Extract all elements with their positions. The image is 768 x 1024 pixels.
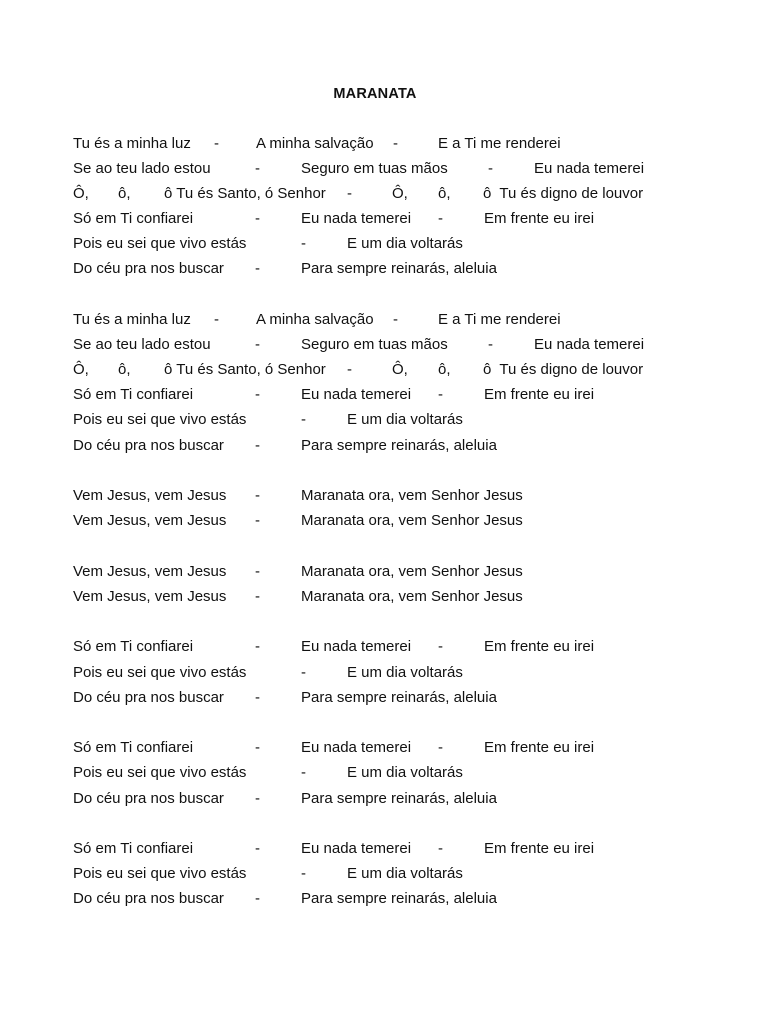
separator: - — [488, 160, 493, 177]
lyric-line — [0, 864, 768, 884]
separator: - — [255, 260, 260, 277]
separator: - — [347, 361, 352, 378]
separator: - — [301, 865, 306, 882]
lyric-phrase: Do céu pra nos buscar — [73, 689, 224, 706]
separator: - — [488, 336, 493, 353]
lyric-line — [0, 587, 768, 607]
lyric-line — [0, 562, 768, 582]
separator: - — [301, 664, 306, 681]
lyric-phrase: A minha salvação — [256, 135, 374, 152]
lyric-phrase: Vem Jesus, vem Jesus — [73, 588, 227, 605]
lyric-phrase: E a Ti me renderei — [438, 135, 561, 152]
separator: - — [438, 386, 443, 403]
lyric-phrase: Eu nada temerei — [301, 210, 412, 227]
lyric-phrase: Para sempre reinarás, aleluia — [301, 260, 497, 277]
lyric-phrase: ô, — [118, 361, 131, 378]
lyric-phrase: Maranata ora, vem Senhor Jesus — [301, 512, 523, 529]
lyric-phrase: A minha salvação — [256, 311, 374, 328]
lyric-phrase: Em frente eu irei — [484, 386, 595, 403]
lyric-phrase: Para sempre reinarás, aleluia — [301, 890, 497, 907]
lyric-line — [0, 889, 768, 909]
lyric-phrase: Só em Ti confiarei — [73, 210, 194, 227]
lyric-phrase: ô Tu és digno de louvor — [483, 185, 644, 202]
lyric-phrase: Ô, — [392, 361, 408, 378]
lyric-phrase: Tu és a minha luz — [73, 311, 191, 328]
lyric-phrase: Se ao teu lado estou — [73, 160, 211, 177]
lyric-phrase: Do céu pra nos buscar — [73, 260, 224, 277]
separator: - — [255, 840, 260, 857]
separator: - — [255, 437, 260, 454]
separator: - — [255, 160, 260, 177]
lyric-phrase: Pois eu sei que vivo estás — [73, 764, 247, 781]
lyric-line — [0, 789, 768, 809]
separator: - — [438, 210, 443, 227]
song-title: MARANATA — [333, 86, 417, 102]
lyric-line — [0, 335, 768, 355]
lyric-phrase: ô Tu és Santo, ó Senhor — [164, 185, 326, 202]
lyric-phrase: Para sempre reinarás, aleluia — [301, 437, 497, 454]
lyric-phrase: Se ao teu lado estou — [73, 336, 211, 353]
lyric-phrase: Pois eu sei que vivo estás — [73, 411, 247, 428]
lyric-line — [0, 839, 768, 859]
lyric-phrase: Vem Jesus, vem Jesus — [73, 563, 227, 580]
lyric-phrase: Eu nada temerei — [301, 840, 412, 857]
lyric-phrase: Maranata ora, vem Senhor Jesus — [301, 588, 523, 605]
lyric-line — [0, 511, 768, 531]
lyric-phrase: E um dia voltarás — [347, 664, 463, 681]
lyric-phrase: Eu nada temerei — [534, 336, 645, 353]
separator: - — [347, 185, 352, 202]
lyric-phrase: Seguro em tuas mãos — [301, 336, 448, 353]
separator: - — [255, 487, 260, 504]
lyric-phrase: Vem Jesus, vem Jesus — [73, 487, 227, 504]
separator: - — [438, 840, 443, 857]
lyric-phrase: E um dia voltarás — [347, 235, 463, 252]
lyric-phrase: Do céu pra nos buscar — [73, 437, 224, 454]
lyric-phrase: Maranata ora, vem Senhor Jesus — [301, 487, 523, 504]
lyric-phrase: Em frente eu irei — [484, 739, 595, 756]
lyric-phrase: Ô, — [73, 185, 89, 202]
lyric-phrase: Eu nada temerei — [301, 386, 412, 403]
lyric-phrase: ô, — [438, 361, 451, 378]
separator: - — [255, 512, 260, 529]
lyric-phrase: Ô, — [73, 361, 89, 378]
lyric-line — [0, 209, 768, 229]
separator: - — [393, 135, 398, 152]
lyric-line — [0, 385, 768, 405]
lyric-line — [0, 486, 768, 506]
lyric-line — [0, 259, 768, 279]
lyric-phrase: Em frente eu irei — [484, 840, 595, 857]
lyric-phrase: ô, — [438, 185, 451, 202]
separator: - — [214, 311, 219, 328]
lyric-phrase: E a Ti me renderei — [438, 311, 561, 328]
lyric-phrase: Só em Ti confiarei — [73, 386, 194, 403]
lyric-phrase: Em frente eu irei — [484, 210, 595, 227]
separator: - — [255, 210, 260, 227]
lyric-phrase: ô Tu és digno de louvor — [483, 361, 644, 378]
lyric-phrase: Seguro em tuas mãos — [301, 160, 448, 177]
lyric-line — [0, 184, 768, 204]
lyric-phrase: Só em Ti confiarei — [73, 840, 194, 857]
lyric-phrase: Em frente eu irei — [484, 638, 595, 655]
lyric-phrase: Vem Jesus, vem Jesus — [73, 512, 227, 529]
lyric-phrase: Maranata ora, vem Senhor Jesus — [301, 563, 523, 580]
lyric-line — [0, 310, 768, 330]
lyric-phrase: Do céu pra nos buscar — [73, 890, 224, 907]
separator: - — [255, 588, 260, 605]
lyric-line — [0, 688, 768, 708]
separator: - — [255, 638, 260, 655]
lyric-line — [0, 360, 768, 380]
lyric-phrase: Para sempre reinarás, aleluia — [301, 689, 497, 706]
lyric-phrase: Eu nada temerei — [534, 160, 645, 177]
lyric-phrase: Ô, — [392, 185, 408, 202]
separator: - — [214, 135, 219, 152]
lyric-line — [0, 234, 768, 254]
lyric-line — [0, 159, 768, 179]
lyric-line — [0, 410, 768, 430]
separator: - — [438, 638, 443, 655]
separator: - — [301, 235, 306, 252]
separator: - — [301, 411, 306, 428]
separator: - — [255, 739, 260, 756]
separator: - — [255, 336, 260, 353]
lyric-phrase: Tu és a minha luz — [73, 135, 191, 152]
separator: - — [255, 890, 260, 907]
lyric-phrase: Eu nada temerei — [301, 739, 412, 756]
lyric-line — [0, 763, 768, 783]
lyric-phrase: Só em Ti confiarei — [73, 638, 194, 655]
lyric-phrase: Pois eu sei que vivo estás — [73, 235, 247, 252]
lyric-phrase: Pois eu sei que vivo estás — [73, 865, 247, 882]
lyric-phrase: E um dia voltarás — [347, 411, 463, 428]
lyric-phrase: E um dia voltarás — [347, 865, 463, 882]
separator: - — [255, 563, 260, 580]
separator: - — [255, 790, 260, 807]
separator: - — [255, 386, 260, 403]
lyric-line — [0, 134, 768, 154]
lyric-line — [0, 436, 768, 456]
lyric-phrase: Do céu pra nos buscar — [73, 790, 224, 807]
separator: - — [393, 311, 398, 328]
lyric-phrase: Para sempre reinarás, aleluia — [301, 790, 497, 807]
separator: - — [255, 689, 260, 706]
separator: - — [438, 739, 443, 756]
lyric-line — [0, 738, 768, 758]
lyric-phrase: ô Tu és Santo, ó Senhor — [164, 361, 326, 378]
lyric-phrase: E um dia voltarás — [347, 764, 463, 781]
lyric-phrase: ô, — [118, 185, 131, 202]
lyric-phrase: Eu nada temerei — [301, 638, 412, 655]
lyric-line — [0, 663, 768, 683]
lyric-phrase: Só em Ti confiarei — [73, 739, 194, 756]
lyric-phrase: Pois eu sei que vivo estás — [73, 664, 247, 681]
separator: - — [301, 764, 306, 781]
lyric-line — [0, 637, 768, 657]
